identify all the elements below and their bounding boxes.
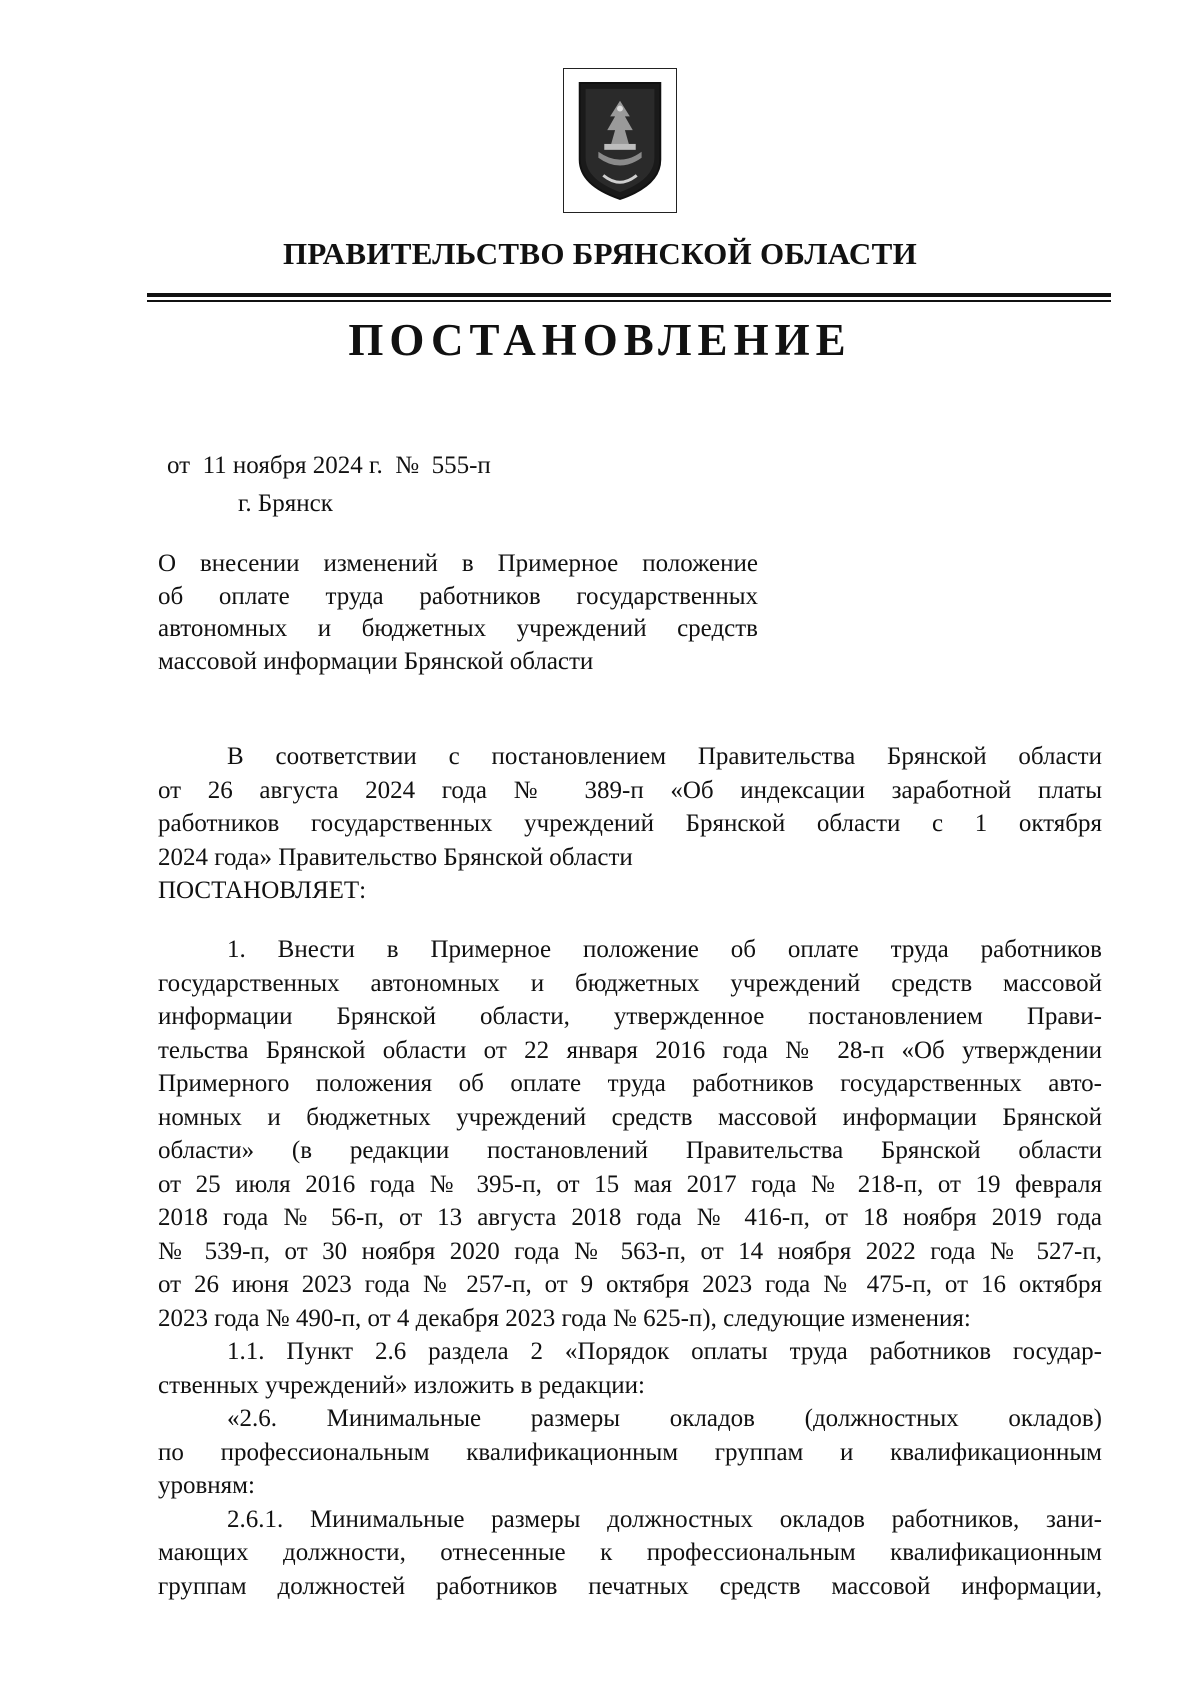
subject-line: О внесении изменений в Примерное положение (158, 550, 758, 577)
resolves-word: ПОСТАНОВЛЯЕТ: (158, 877, 367, 904)
item-line: государственных автономных и бюджетных учреждений средств массовой (158, 969, 1102, 997)
resolution-items (158, 933, 1102, 1603)
item-line: мающих должности, отнесенные к профессиональным квалификационным (158, 1539, 1102, 1566)
coat-of-arms-icon (564, 69, 676, 212)
item-line: 2018 года № 56-п, от 13 августа 2018 года № 416-п, от 18 ноября 2019 года (158, 1204, 1102, 1231)
item-line: уровням: (158, 1472, 255, 1499)
preamble-line: от 26 августа 2024 года № 389-п «Об индексации заработной платы (158, 776, 1102, 804)
organization-title: ПРАВИТЕЛЬСТВО БРЯНСКОЙ ОБЛАСТИ (282, 236, 918, 271)
preamble-line: работников государственных учреждений Брянской области с 1 октября (158, 810, 1102, 837)
item-line: информации Брянской области, утвержденное постановлением Прави- (158, 1003, 1102, 1030)
subject-line: об оплате труда работников государственных (158, 582, 758, 610)
document-date-number: от 11 ноября 2024 г. № 555-п (167, 452, 491, 479)
item-line: по профессиональным квалификационным группам и квалификационным (158, 1438, 1102, 1466)
item-line: тельства Брянской области от 22 января 2016 года № 28-п «Об утверждении (158, 1036, 1102, 1064)
item-line: ственных учреждений» изложить в редакции: (158, 1371, 645, 1399)
header-rule-thick (147, 293, 1111, 297)
preamble-line: 2024 года» Правительство Брянской области (158, 843, 633, 871)
preamble-paragraph (158, 740, 1102, 908)
item-line: от 25 июля 2016 года № 395-п, от 15 мая 2017 года № 218-п, от 19 февраля (158, 1170, 1102, 1198)
item-line: 2023 года № 490-п, от 4 декабря 2023 года № 625-п), следующие изменения: (158, 1304, 971, 1332)
document-city: г. Брянск (238, 490, 333, 517)
item-line: 2.6.1. Минимальные размеры должностных окладов работников, зани- (227, 1505, 1102, 1533)
item-line: 1.1. Пункт 2.6 раздела 2 «Порядок оплаты труда работников государ- (227, 1338, 1102, 1365)
document-subject (158, 548, 758, 678)
item-line: группам должностей работников печатных средств массовой информации, (158, 1572, 1102, 1600)
item-line: Примерного положения об оплате труда работников государственных авто- (158, 1070, 1102, 1097)
document-type-title: ПОСТАНОВЛЕНИЕ (348, 315, 852, 365)
subject-line: массовой информации Брянской области (158, 647, 594, 675)
item-line: области» (в редакции постановлений Правительства Брянской области (158, 1137, 1102, 1164)
item-line: 1. Внести в Примерное положение об оплате труда работников (227, 936, 1102, 963)
item-line: «2.6. Минимальные размеры окладов (должностных окладов) (227, 1405, 1102, 1432)
item-line: № 539-п, от 30 ноября 2020 года № 563-п, от 14 ноября 2022 года № 527-п, (158, 1237, 1102, 1265)
header-rule-thin (147, 300, 1111, 302)
subject-line: автономных и бюджетных учреждений средств (158, 615, 758, 642)
preamble-line: В соответствии с постановлением Правительства Брянской области (227, 743, 1102, 770)
coat-of-arms-emblem (563, 68, 677, 213)
item-line: от 26 июня 2023 года № 257-п, от 9 октября 2023 года № 475-п, от 16 октября (158, 1271, 1102, 1298)
item-line: номных и бюджетных учреждений средств массовой информации Брянской (158, 1103, 1102, 1131)
